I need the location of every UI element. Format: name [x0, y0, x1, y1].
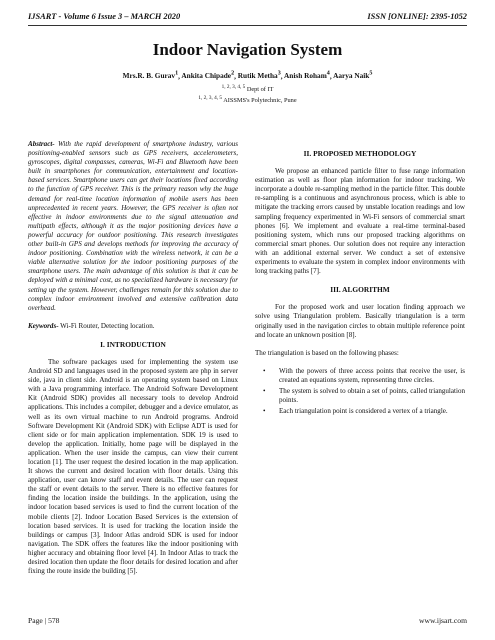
header-rule	[28, 25, 467, 26]
issn-info: ISSN [ONLINE]: 2395-1052	[367, 12, 467, 21]
section-heading-algorithm: III. ALGORITHM	[330, 285, 390, 295]
keywords	[28, 322, 238, 331]
page-footer	[28, 616, 467, 625]
running-header	[28, 12, 467, 21]
section-heading-methodology: II. PROPOSED METHODOLOGY	[303, 149, 417, 158]
phase-list	[255, 367, 465, 416]
keywords-label: Keywords-	[28, 321, 59, 330]
author: Aarya Naik$^5$	[333, 71, 373, 81]
section-heading-introduction: I. INTRODUCTION	[100, 339, 166, 349]
affiliation-dept: $^{1, 2, 3, 4, 5}$ Dept of IT	[221, 84, 274, 94]
site-url: www.ijsart.com	[418, 616, 467, 625]
list-item: • The system is solved to obtain a set of points, called triangulation points.	[279, 387, 465, 405]
methodology-paragraph: We propose an enhanced particle filter to fuse range information estimation as well as floor plan information for indoor tracking. We incorporate a double re-sampling method in the particle filter. This double re-sampling is a continuous and asynchronous process, which is able to mitigate the tracking errors caused by unstable location readings and low sampling frequency experimented in Wi-Fi sensors of commercial smart phones [6]. We implement and evaluate a real-time terminal-based positioning system, which runs our proposed tracking algorithms on commercial smart phones. Our solution does not require any interaction with an additional external server. We conduct a set of extensive experiments to evaluate the system in complex indoor environments with long tracking paths [7].	[255, 167, 465, 276]
algorithm-paragraph: For the proposed work and user location finding approach we solve using Triangulation problem. Basically triangulation is a term originally used in the navigation circles to obtain multiple reference point and locate an unknown position [8].	[255, 303, 465, 339]
journal-info: IJSART - Volume 6 Issue 3 – MARCH 2020	[28, 12, 181, 21]
list-item: • With the powers of three access points that receive the user, is created an equations system, representing three circles.	[279, 367, 465, 385]
introduction-paragraph: The software packages used for implementing the system use Android SD and languages used in the proposed system are php in server side, java in client side. Android is an operating system based on Linux with a Java programming interface. The Android Software Development Kit (Android SDK) provides all necessary tools to develop Android applications. This includes a compiler, debugger and a device emulator, as well as its own virtual machine to run Android programs. Android Software Development Kit (Android SDK) with Eclipse ADT is used for client side or for main application implementation. SDK 19 is used to develop the application. Initially, home page will be displayed in the application. When the user inside the campus, can view their current location [1]. The user request the desired location in the map application. It shows the current and desired location with floor details. Using this application, user can know staff and event details. The user can request the staff or event details to the server. There is no effective features for finding the location inside the buildings. In the application, using the indoor location based services is used to find the current location of the mobile clients [2]. Indoor Location Based Services is the extension of location based services. It is used for tracking the location inside the buildings or campus [3]. Indoor Atlas android SDK is used for indoor navigation. The SDK offers the features like the indoor positioning with higher accuracy and obtaining floor level [4]. In Indoor Atlas to track the desired location then update the floor details for desired location and after fixing the route inside the building [5].	[28, 357, 238, 576]
keywords-text: Wi-Fi Router, Detecting location.	[58, 321, 155, 330]
author-list: Mrs.R. B. Gurav$^1$, Ankita Chipade$^2$, Rutik Metha$^3$, Anish Roham$^4$, Aarya Naik$^5$	[122, 71, 373, 81]
phases-intro: The triangulation is based on the following phases:	[255, 348, 399, 357]
right-column	[255, 140, 465, 418]
left-column	[28, 140, 238, 585]
author: Anish Roham$^4$	[284, 71, 330, 81]
author: Ankita Chipade$^2$	[181, 71, 235, 81]
affiliation-institute: $^{1, 2, 3, 4, 5}$ AISSMS's Polytechnic, Pune	[198, 95, 297, 105]
list-item: • Each triangulation point is considered a vertex of a triangle.	[279, 407, 465, 416]
abstract	[28, 140, 238, 313]
paper-title: Indoor Navigation System	[152, 40, 343, 59]
abstract-text: With the rapid development of smartphone industry, various positioning-enabled sensors such as GPS receivers, accelerometers, gyroscopes, digital compasses, cameras, Wi-Fi and Bluetooth have been built in smartphones for communication, entertainment and location-based services. Smartphone users can get their locations fixed according to the function of GPS receiver. This is the primary reason why the huge demand for real-time location information of mobile users has been unprecedented in recent years. However, the GPS receiver is often not effective in indoor environments due to the signal attenuation and multipath effects, although it as the major positioning devices have a powerful accuracy for outdoor positioning. This research investigates other built-in GPS and develops methods for improving the accuracy of indoor positioning. Combination with the wireless network, it can be a viable alternative solution for the indoor positioning purposes of the smartphone users. The main advantage of this solution is that it can be deployed with a minimal cost, as no specialized hardware is necessary for setting up the system. However, challenges remain for this solution due to complex indoor environment involved and extensive calibration data overhead.	[28, 140, 238, 312]
page-number: Page | 578	[28, 616, 60, 625]
author: Rutik Metha$^3$	[237, 71, 281, 81]
author: Mrs.R. B. Gurav$^1$	[122, 71, 179, 81]
abstract-label: Abstract-	[28, 140, 55, 148]
